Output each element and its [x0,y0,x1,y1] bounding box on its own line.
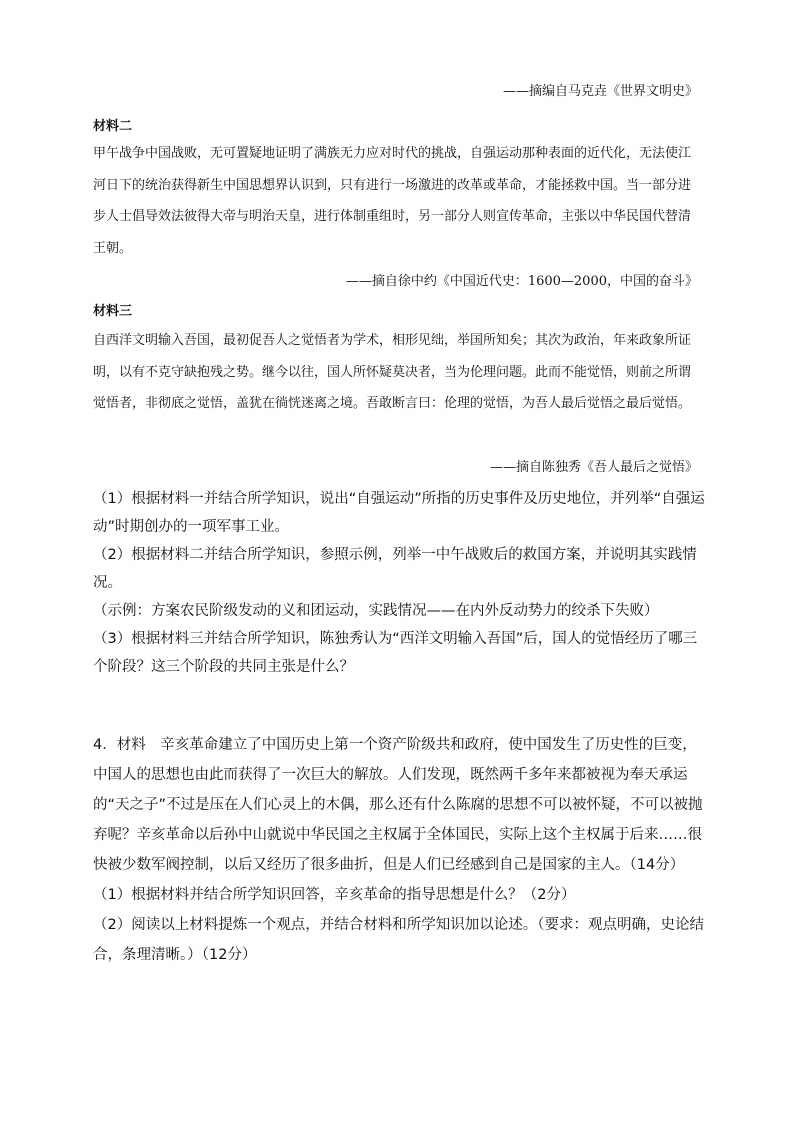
question3-subquestions [93,485,708,681]
material2-label: 材料二 [93,119,133,134]
material3-source: ——摘自陈独秀《吾人最后之觉悟》 [489,460,698,475]
q4-sub1: （1）根据材料并结合所学知识回答，辛亥革命的指导思想是什么？（2分） [93,887,576,903]
q3-sub1: （1）根据材料一并结合所学知识，说出“自强运动”所指的历史事件及历史地位，并列举“自强运动”时期创办的一项军事工业。 [93,491,705,535]
material2-source: ——摘自徐中约《中国近代史：1600—2000，中国的奋斗》 [345,274,698,289]
q3-sub2-example: （示例：方案农民阶级发动的义和团运动，实践情况——在内外反动势力的绞杀下失败） [93,603,659,619]
q4-sub2: （2）阅读以上材料提炼一个观点，并结合材料和所学知识加以论述。（要求：观点明确，史论结合，条理清晰。）（12分） [93,917,704,963]
material1-source: ——摘编自马克垚《世界文明史》 [502,84,698,99]
q4-stem: 4．材料 辛亥革命建立了中国历史上第一个资产阶级共和政府，使中国发生了历史性的巨变，中国人的思想也由此而获得了一次巨大的解放。人们发现，既然两千多年来都被视为奉天承运的“天之子”不过是压在人们心灵上的木偶，那么还有什么陈腐的思想不可以被怀疑，不可以被抛弃呢？辛亥革命以后孙中山就说中华民国之主权属于全体国民，实际上这个主权属于后来……很快被少数军阀控制，以后又经历了很多曲折，但是人们已经感到自己是国家的主人。（14分） [93,737,703,873]
material3-label: 材料三 [93,304,133,319]
q3-sub2: （2）根据材料二并结合所学知识，参照示例，列举一中午战败后的救国方案，并说明其实践情况。 [93,547,697,591]
question4 [93,730,708,970]
material2-text: 甲午战争中国战败，无可置疑地证明了满族无力应对时代的挑战，自强运动那种表面的近代化，无法使江河日下的统治获得新生中国思想界认识到，只有进行一场激进的改革或革命，才能拯救中国。当一部分进步人士倡导效法彼得大帝与明治天皇，进行体制重组时，另一部分人则宣传革命，主张以中华民国代替清王朝。 [93,146,692,256]
material3-text: 自西洋文明输入吾国，最初促吾人之觉悟者为学术，相形见绌，举国所知矣；其次为政治，年来政象所证明，以有不克守缺抱残之势。继今以往，国人所怀疑莫决者，当为伦理问题。此而不能觉悟，则前之所谓觉悟者，非彻底之觉悟，盖犹在徜恍迷离之境。吾敢断言曰：伦理的觉悟，为吾人最后觉悟之最后觉悟。 [93,333,692,411]
q3-sub3: （3）根据材料三并结合所学知识，陈独秀认为“西洋文明输入吾国”后，国人的觉悟经历了哪三个阶段？这三个阶段的共同主张是什么？ [93,631,698,675]
